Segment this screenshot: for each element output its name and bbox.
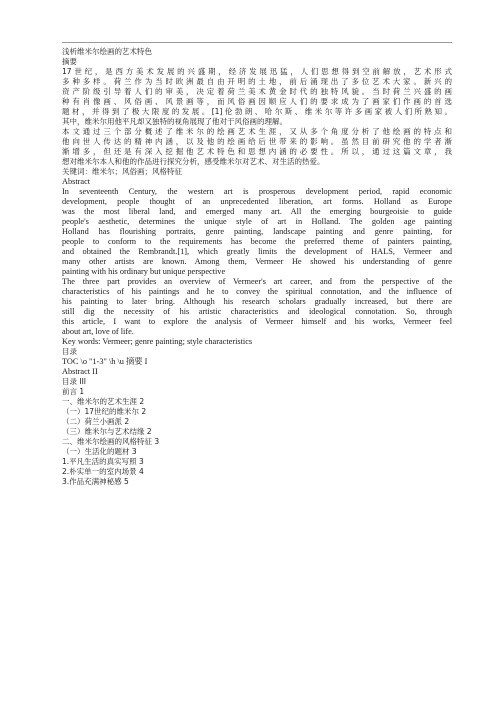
text-line: 渐增多，但还是有深入挖掘他艺术特色和思想内涵的必要性。所以，通过这篇文章，我 xyxy=(62,147,452,156)
toc-entry: 一、维米尔的艺术生涯 2 xyxy=(62,397,145,406)
text-line: 其中，维米尔用他平凡却又独特的视角展现了他对于风俗画的理解。 xyxy=(62,117,287,126)
document-body xyxy=(62,47,452,487)
text-line: painting with his ordinary but unique perspective xyxy=(62,267,226,276)
text-line: 本文通过三个部分概述了维米尔的绘画艺术生涯，又从多个角度分析了他绘画的特点和 xyxy=(62,127,452,136)
text-line: this article, I want to explore the analysis of Vermeer himself and his works, Vermeer feel xyxy=(62,317,452,326)
text-line: 17世纪，是西方美术发展的兴盛期，经济发展迅猛，人们思想得到空前解放，艺术形式 xyxy=(62,67,452,76)
toc-entry: 3.作品充满神秘感 5 xyxy=(62,477,129,486)
toc-entry: （三）维米尔与艺术结缘 2 xyxy=(62,427,152,436)
toc-entry: TOC \o "1-3" \h \u 摘要 I xyxy=(62,357,148,366)
text-line: In seventeenth Century, the western art is prosperous development period, rapid economic xyxy=(62,187,452,196)
toc-entry: 前言 1 xyxy=(62,387,85,396)
text-line: still dig the necessity of his artistic characteristics and ideological connotation. So, through xyxy=(62,307,452,316)
keywords-en: Key words: Vermeer; genre painting; style characteristics xyxy=(62,337,253,346)
text-line: 他向世人传达的精神内涵，以及他的绘画给后世带来的影响。虽然目前研究他的学者渐 xyxy=(62,137,452,146)
text-line: Holland has flourishing portraits, genre painting, landscape painting and genre painting, for xyxy=(62,227,452,236)
abstract-cn-paragraph-1 xyxy=(62,67,452,127)
toc-entry: 二、维米尔绘画的风格特征 3 xyxy=(62,437,160,446)
text-line: The three part provides an overview of Vermeer's art career, and from the perspective of the xyxy=(62,277,452,286)
abstract-en-heading: Abstract xyxy=(62,177,91,186)
keywords-cn: 关键词：维米尔；风俗画；风格特征 xyxy=(62,167,182,176)
abstract-en-paragraph-2 xyxy=(62,277,452,337)
text-line: people to conform to the requirements has become the preferred theme of painters painting, xyxy=(62,237,452,246)
text-line: people's aesthetic, determines the unique style of art in Holland. The golden age painting xyxy=(62,217,452,226)
text-line: 想对维米尔本人和他的作品进行探究分析，感受维米尔对艺术、对生活的热爱。 xyxy=(62,157,325,166)
text-line: about art, love of life. xyxy=(62,327,134,336)
header-rule xyxy=(62,42,452,43)
text-line: was the most liberal land, and emerged many art. All the emerging bourgeoisie to guide xyxy=(62,207,452,216)
text-line: and obtained the Rembrandt.[1], which greatly limits the development of HALS, Vermeer and xyxy=(62,247,452,256)
toc-entry: Abstract II xyxy=(62,367,98,376)
toc-entry: （一）生活化的题材 3 xyxy=(62,447,137,456)
toc-entry: （一）17世纪的维米尔 2 xyxy=(62,407,147,416)
toc-entry: 1.平凡生活的真实写照 3 xyxy=(62,457,144,466)
table-of-contents xyxy=(62,357,452,487)
toc-entry: （二）荷兰小画派 2 xyxy=(62,417,130,426)
text-line: characteristics of his paintings and he to convey the spiritual connotation, and the influence of xyxy=(62,287,452,296)
abstract-heading: 摘要 xyxy=(62,57,77,66)
text-line: development, people thought of an unprecedented liberation, art forms. Holland as Europe xyxy=(62,197,452,206)
document-title: 浅析维米尔绘画的艺术特色 xyxy=(62,47,152,56)
toc-heading: 目录 xyxy=(62,347,77,356)
abstract-en-paragraph-1 xyxy=(62,187,452,277)
text-line: 题材，并得到了极大限度的发展。[1]伦勃朗、哈尔斯、维米尔等许多画家被人们所熟知。 xyxy=(62,107,452,116)
toc-entry: 2.朴实单一的室内场景 4 xyxy=(62,467,144,476)
text-line: 资产阶级引导着人们的审美，决定着荷兰美术黄金时代的独特风貌。当时荷兰兴盛的画 xyxy=(62,87,452,96)
text-line: 种有肖像画、风俗画、风景画等，而风俗画因顺应人们的要求成为了画家们作画的首选 xyxy=(62,97,452,106)
text-line: 多种多样。荷兰作为当时欧洲最自由开明的土地，前后涌现出了多位艺术大家。新兴的 xyxy=(62,77,452,86)
text-line: many other artists are known. Among them, Vermeer He showed his understanding of genre xyxy=(62,257,452,266)
abstract-cn-paragraph-2 xyxy=(62,127,452,167)
toc-entry: 目录 III xyxy=(62,377,87,386)
text-line: his painting to later bring. Although his research scholars gradually increased, but there are xyxy=(62,297,452,306)
